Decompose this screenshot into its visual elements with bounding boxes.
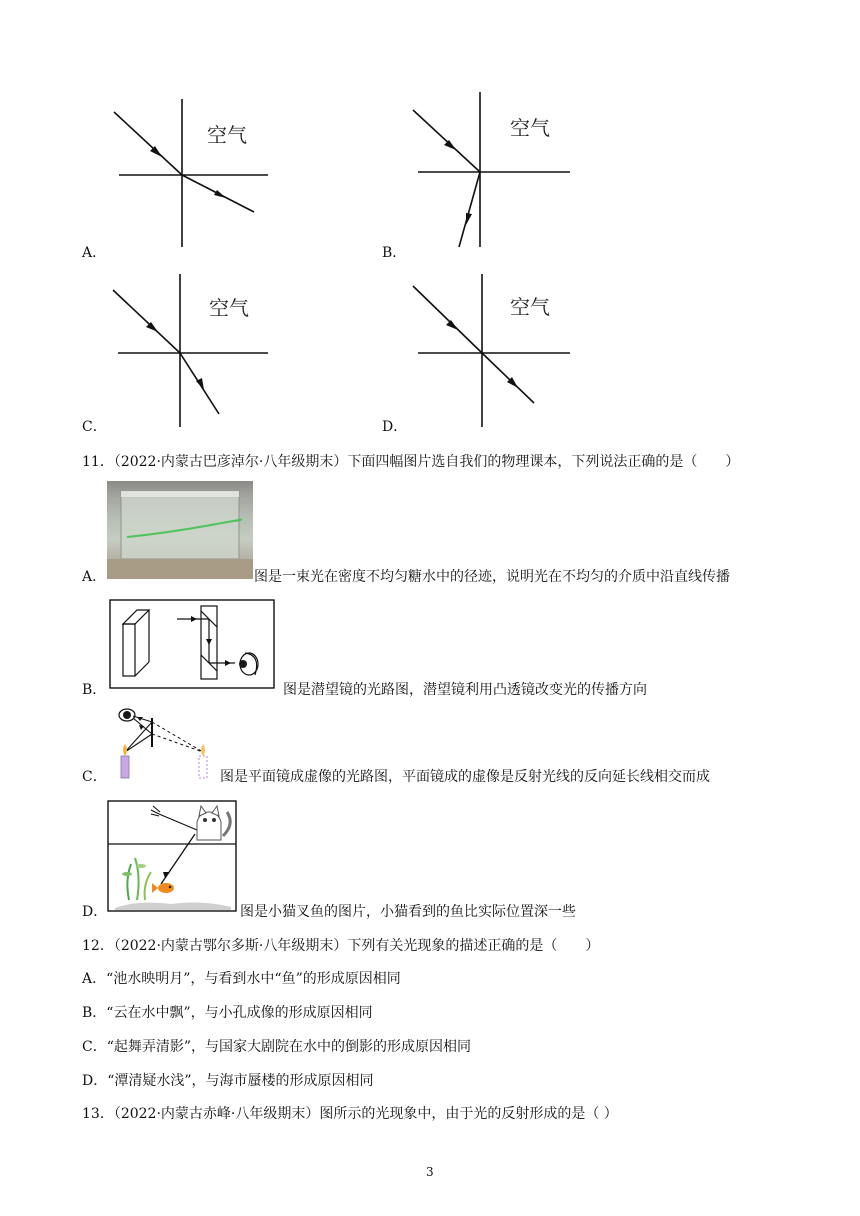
q10-d-air-label: 空气 xyxy=(510,295,550,319)
q12-stem: 12．（2022·内蒙古鄂尔多斯·八年级期末）下列有关光现象的描述正确的是（ ） xyxy=(82,938,600,954)
q11-option-d[interactable] xyxy=(82,800,802,920)
q12-option-b[interactable]: B．“云在水中飘”，与小孔成像的形成原因相同 xyxy=(82,1005,373,1021)
q12-option-d[interactable]: D．“潭清疑水浅”，与海市蜃楼的形成原因相同 xyxy=(82,1073,374,1089)
periscope-diagram xyxy=(109,599,276,691)
q11-option-b[interactable] xyxy=(82,597,802,698)
q10-b-air-label: 空气 xyxy=(510,116,550,140)
sugar-water-photo xyxy=(107,481,253,579)
q11-option-a-text: 图是一束光在密度不均匀糖水中的径迹，说明光在不均匀的介质中沿直线传播 xyxy=(254,569,730,585)
q13-stem: 13．（2022·内蒙古赤峰·八年级期末）图所示的光现象中，由于光的反射形成的是（ ） xyxy=(82,1106,618,1122)
q11-option-d-text: 图是小猫叉鱼的图片，小猫看到的鱼比实际位置深一些 xyxy=(240,904,576,920)
q11-option-b-letter: B． xyxy=(82,682,107,698)
q10-c-air-label: 空气 xyxy=(209,296,249,320)
q12-option-a[interactable]: A．“池水映明月”，与看到水中“鱼”的形成原因相同 xyxy=(82,971,401,987)
q10-option-c-letter[interactable]: C． xyxy=(82,419,107,435)
q11-option-c-letter: C． xyxy=(82,769,107,785)
q11-option-c-text: 图是平面镜成虚像的光路图，平面镜成的虚像是反射光线的反向延长线相交而成 xyxy=(220,769,710,785)
plane-mirror-diagram xyxy=(115,704,215,784)
q10-option-b-letter[interactable]: B． xyxy=(382,245,407,261)
q11-option-a-letter: A． xyxy=(82,569,107,585)
q10-option-d-letter[interactable]: D． xyxy=(382,419,408,435)
q10-diagram-b xyxy=(408,92,578,252)
q11-stem: 11．（2022·内蒙古巴彦淖尔·八年级期末）下面四幅图片选自我们的物理课本，下列说法正确的是（ ） xyxy=(82,454,740,470)
q11-option-c[interactable] xyxy=(82,704,802,786)
q11-option-a[interactable] xyxy=(82,481,802,585)
q11-option-b-text: 图是潜望镜的光路图，潜望镜利用凸透镜改变光的传播方向 xyxy=(283,682,647,698)
q10-diagram-d xyxy=(408,272,578,432)
q10-diagram-a xyxy=(106,95,276,250)
q10-a-air-label: 空气 xyxy=(207,123,247,147)
cat-fishing-diagram xyxy=(107,800,239,915)
q12-option-c[interactable]: C．“起舞弄清影”，与国家大剧院在水中的倒影的形成原因相同 xyxy=(82,1039,472,1055)
q11-option-d-letter: D． xyxy=(82,904,108,920)
page-number: 3 xyxy=(426,1165,434,1179)
q10-diagram-c xyxy=(108,272,278,432)
q10-option-a-letter[interactable]: A． xyxy=(82,245,107,261)
